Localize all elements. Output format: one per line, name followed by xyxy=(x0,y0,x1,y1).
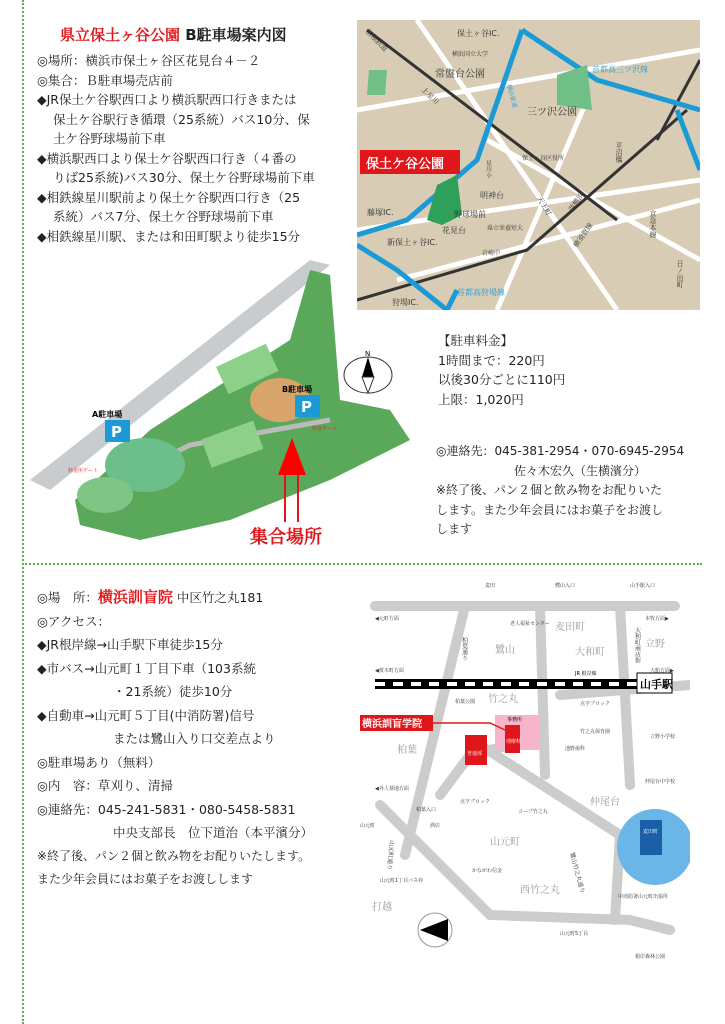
svg-text:山手駅: 山手駅 xyxy=(640,678,673,691)
svg-text:首都高三ツ沢線: 首都高三ツ沢線 xyxy=(592,65,648,74)
svg-text:保土ケ谷公園: 保土ケ谷公園 xyxy=(366,157,445,172)
svg-text:藤塚IC.: 藤塚IC. xyxy=(367,208,394,217)
svg-text:横浜新道: 横浜新道 xyxy=(505,83,519,109)
svg-text:麦田: 麦田 xyxy=(485,583,496,589)
compass-icon xyxy=(344,350,392,393)
svg-text:鷺山入口: 鷺山入口 xyxy=(555,583,576,589)
svg-text:京急本線: 京急本線 xyxy=(649,210,657,238)
bottom-info: ◎場 所：横浜訓盲院 中区竹之丸181 ◎アクセス： ◆JR根岸線→山手駅下車徒歩15分 ◆市バス→山元町１丁目下車（103系統 ・21系統）徒歩10分 ◆自動車→山元町５丁目(中消防署)信号 または鷺山入り口交差点より ◎駐車場あり（無料） ◎内 容：草刈り、清掃 ◎連絡先：045-241-5831・080-5458-5831 中央支部長 位下道治（本平濱分） ※終了後、パン２個と飲み物をお配りいたします。 また少年会員にはお菓子をお渡しします xyxy=(37,588,314,886)
access-map xyxy=(360,575,690,965)
svg-text:西横浜: 西横浜 xyxy=(567,191,586,214)
svg-text:横浜訓盲学院: 横浜訓盲学院 xyxy=(362,719,422,730)
svg-text:立野小学校: 立野小学校 xyxy=(650,734,676,740)
svg-text:B駐車場: B駐車場 xyxy=(282,385,313,394)
svg-text:山手駅入口: 山手駅入口 xyxy=(630,583,656,589)
svg-text:柏葉通り: 柏葉通り xyxy=(460,637,468,661)
svg-text:保土ヶ谷区役所: 保土ヶ谷区役所 xyxy=(522,155,565,162)
svg-text:岩崎中: 岩崎中 xyxy=(482,250,501,257)
svg-text:山元町: 山元町 xyxy=(490,837,520,848)
svg-text:立野: 立野 xyxy=(645,639,665,650)
svg-text:三ツ沢公園: 三ツ沢公園 xyxy=(527,107,577,118)
svg-text:打越: 打越 xyxy=(372,902,392,913)
svg-text:◀外人墓地方面: ◀外人墓地方面 xyxy=(375,786,409,792)
svg-text:山元町5丁目: 山元町5丁目 xyxy=(560,931,589,937)
svg-text:竹之丸保育園: 竹之丸保育園 xyxy=(580,729,611,735)
svg-text:料金所ゲート: 料金所ゲート xyxy=(68,468,99,474)
svg-text:コープ竹之丸: コープ竹之丸 xyxy=(518,809,548,815)
svg-text:点字ブロック: 点字ブロック xyxy=(580,701,610,707)
svg-text:JR 根岸線: JR 根岸線 xyxy=(575,671,597,677)
svg-text:N: N xyxy=(365,350,371,358)
svg-text:本牧方面▶: 本牧方面▶ xyxy=(645,616,669,622)
svg-text:山元町1丁目バス停: 山元町1丁目バス停 xyxy=(380,878,424,884)
svg-text:横須賀線: 横須賀線 xyxy=(572,221,595,250)
svg-text:保土ヶ谷IC.: 保土ヶ谷IC. xyxy=(457,29,500,38)
place-line: ◎場 所：横浜訓盲院 中区竹之丸181 xyxy=(37,588,264,606)
svg-text:根岸森林公園: 根岸森林公園 xyxy=(635,954,666,960)
svg-text:竹之丸: 竹之丸 xyxy=(488,694,518,705)
svg-text:P: P xyxy=(301,398,312,416)
svg-text:麦田町: 麦田町 xyxy=(555,622,585,633)
svg-text:柏葉入口: 柏葉入口 xyxy=(416,807,437,813)
svg-text:仲尾台中学校: 仲尾台中学校 xyxy=(645,779,676,785)
svg-text:大和町商店街: 大和町商店街 xyxy=(633,627,641,663)
svg-text:点字ブロック: 点字ブロック xyxy=(460,799,490,805)
svg-text:首都高狩場線: 首都高狩場線 xyxy=(457,288,505,297)
divider-horizontal xyxy=(22,563,702,565)
svg-text:麦田町: 麦田町 xyxy=(643,829,659,835)
svg-text:上星川: 上星川 xyxy=(419,85,441,107)
svg-text:料金ゲート: 料金ゲート xyxy=(312,426,338,432)
top-contact: ◎連絡先：045-381-2954・070-6945-2954 佐々木宏久（生横濱分） ※終了後、パン２個と飲み物をお配りいた します。また少年会員にはお菓子をお渡し します xyxy=(436,444,685,536)
divider-vertical xyxy=(22,0,24,1024)
svg-text:かながわ信金: かながわ信金 xyxy=(472,868,503,874)
svg-text:県立栄養短大: 県立栄養短大 xyxy=(487,225,524,232)
svg-text:柏葉: 柏葉 xyxy=(397,745,417,756)
top-info: ◎場所：横浜市保土ヶ谷区花見台４－２ ◎集合：Ｂ駐車場売店前 ◆JR保土ケ谷駅西口より横浜駅西口行きまたは 保土ケ谷駅行き循環（25系統）バス10分、保 土ケ谷野球場前下車 ◆横浜駅西口より保土ケ谷駅西口行き（４番の りば25系統)バス30分、保土ケ谷野球場前下車 ◆相鉄線星川駅前より保土ケ谷駅西口行き（25 系統）バス7分、保土ケ谷野球場前下車 ◆相鉄線星川駅、または和田町駅より徒歩15分 xyxy=(37,53,315,244)
svg-text:◀元町方面: ◀元町方面 xyxy=(375,616,399,622)
svg-text:花見台: 花見台 xyxy=(442,226,466,235)
svg-text:酒店: 酒店 xyxy=(430,823,441,829)
svg-text:老人福祉センター: 老人福祉センター xyxy=(510,621,550,627)
svg-text:天王町: 天王町 xyxy=(535,195,553,218)
svg-text:A駐車場: A駐車場 xyxy=(92,410,123,419)
svg-text:鷺山竹之丸通り: 鷺山竹之丸通り xyxy=(568,851,586,895)
svg-text:日ノ出町: 日ノ出町 xyxy=(676,260,684,288)
svg-text:相模鉄道: 相模鉄道 xyxy=(363,27,390,54)
svg-text:大和町: 大和町 xyxy=(575,647,605,658)
svg-text:山元町: 山元町 xyxy=(360,823,376,829)
page-title: 県立保土ヶ谷公園 B駐車場案内図 xyxy=(60,26,287,44)
svg-text:◀桜木町方面: ◀桜木町方面 xyxy=(375,668,404,674)
svg-text:理療科: 理療科 xyxy=(506,739,522,745)
svg-text:常盤台公園: 常盤台公園 xyxy=(435,69,485,80)
svg-text:新保土ヶ谷IC.: 新保土ヶ谷IC. xyxy=(387,238,438,247)
svg-text:平沼橋: 平沼橋 xyxy=(615,142,623,163)
park-map xyxy=(30,250,430,550)
svg-text:中消防署山元町出張所: 中消防署山元町出張所 xyxy=(618,894,669,900)
svg-text:明神台: 明神台 xyxy=(480,191,504,200)
svg-text:普通部: 普通部 xyxy=(467,751,483,757)
svg-text:池野歯科: 池野歯科 xyxy=(565,746,586,752)
svg-text:山元町通り: 山元町通り xyxy=(385,839,395,871)
svg-text:集合場所: 集合場所 xyxy=(250,527,322,548)
svg-text:星川小: 星川小 xyxy=(484,160,492,178)
parking-fees: 【駐車料金】 1時間まで：220円 以後30分ごとに110円 上限：1,020円 xyxy=(438,333,566,407)
svg-text:P: P xyxy=(111,423,122,441)
svg-text:野球場前: 野球場前 xyxy=(454,210,486,219)
svg-text:大船方面▶: 大船方面▶ xyxy=(650,668,674,674)
svg-text:鷺山: 鷺山 xyxy=(495,645,515,656)
svg-text:横浜国立大学: 横浜国立大学 xyxy=(452,51,489,58)
svg-text:事務所: 事務所 xyxy=(507,717,523,723)
svg-text:狩場IC.: 狩場IC. xyxy=(392,298,419,307)
svg-text:柏葉公園: 柏葉公園 xyxy=(455,699,476,705)
svg-text:仲尾台: 仲尾台 xyxy=(590,797,620,808)
svg-text:西竹之丸: 西竹之丸 xyxy=(520,885,560,896)
